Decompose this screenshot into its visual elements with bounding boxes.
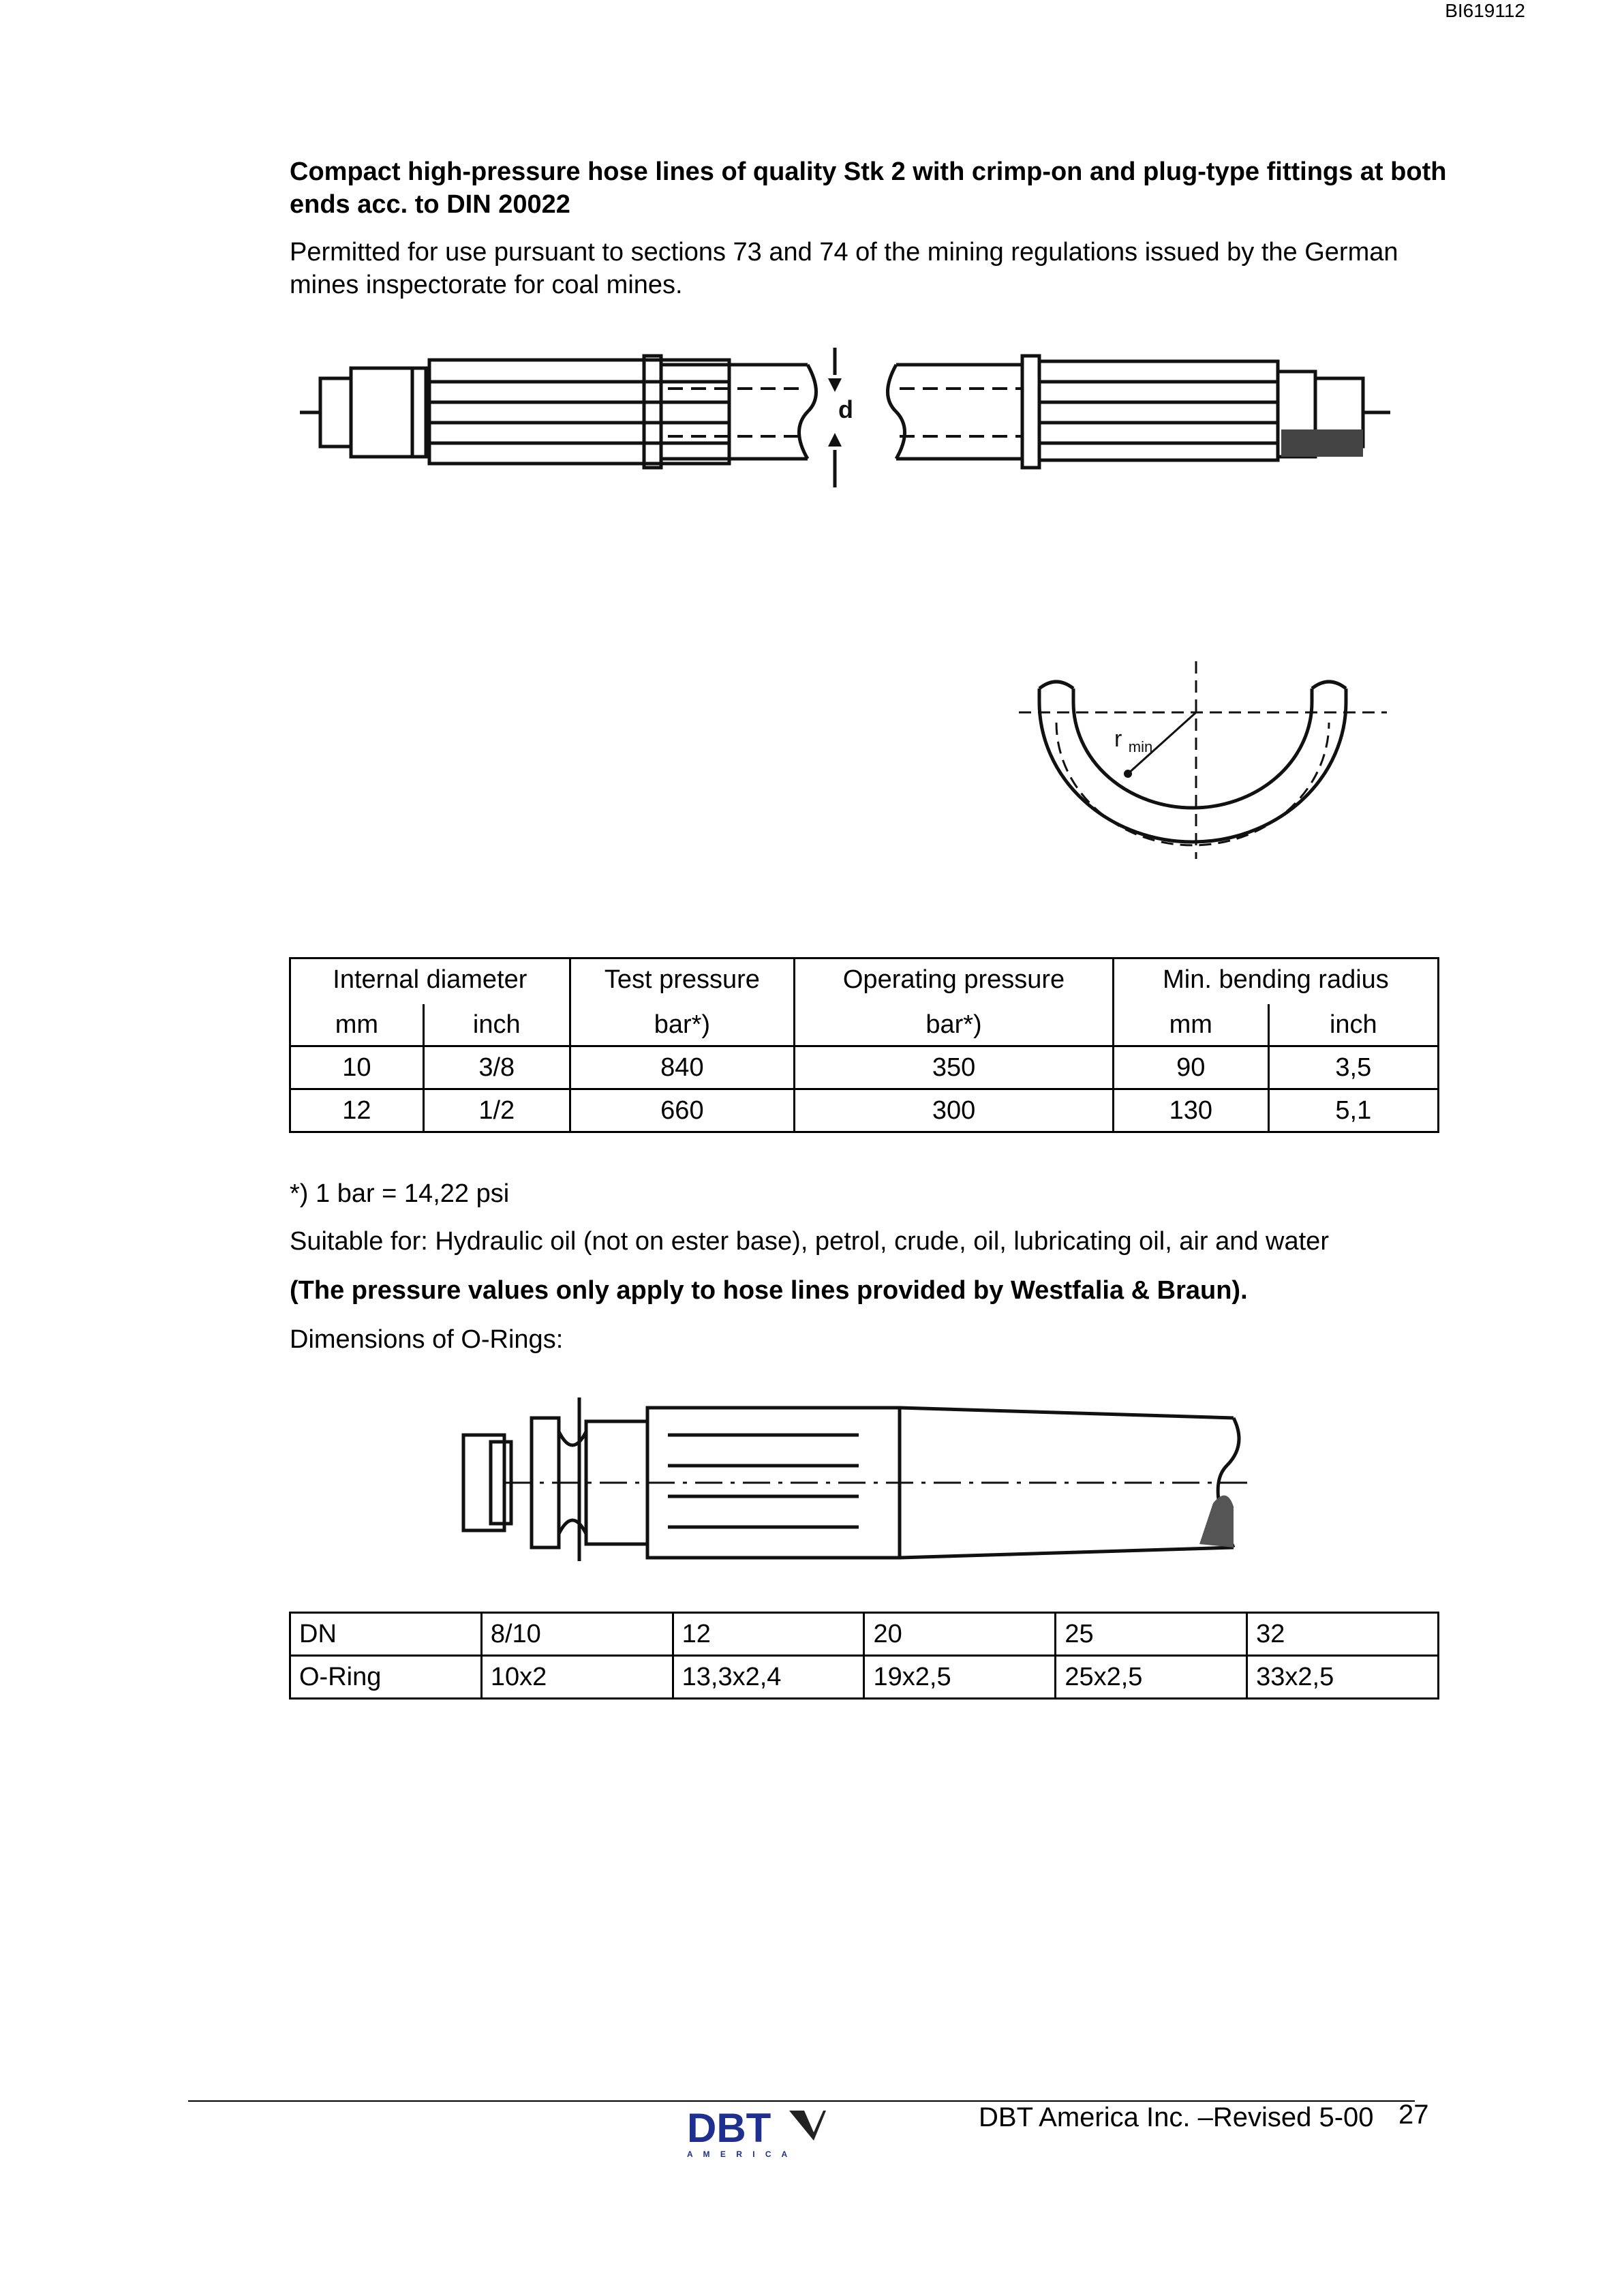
- table-cell: 10: [290, 1046, 424, 1089]
- table-cell: 1/2: [423, 1089, 570, 1132]
- page-title: Compact high-pressure hose lines of quality Stk 2 with crimp-on and plug-type fittings at both ends acc. to DIN 20022: [290, 157, 1447, 219]
- table-cell: 12: [673, 1613, 864, 1656]
- table-unit-row: [290, 1004, 1439, 1046]
- logo-mark-icon: [789, 2111, 826, 2141]
- suitable-for-text: Suitable for: Hydraulic oil (not on ester base), petrol, crude, oil, lubricating oil, air and water: [290, 1227, 1329, 1256]
- header-min-bending-radius: Min. bending radius: [1113, 958, 1438, 1005]
- table-cell: 840: [570, 1046, 794, 1089]
- oring-fitting-drawing: [450, 1391, 1268, 1568]
- table-row: [290, 1089, 1439, 1132]
- table-cell: 350: [795, 1046, 1114, 1089]
- table-cell: 90: [1113, 1046, 1268, 1089]
- table-cell: 33x2,5: [1247, 1656, 1439, 1699]
- footer-text: DBT America Inc. –Revised 5-00: [979, 2102, 1374, 2132]
- radius-label-subscript: min: [1128, 738, 1153, 755]
- unit-cell: bar*): [795, 1004, 1114, 1046]
- table-cell: O-Ring: [290, 1656, 482, 1699]
- unit-cell: bar*): [570, 1004, 794, 1046]
- table-row: [290, 1656, 1439, 1699]
- table-cell: 25: [1056, 1613, 1247, 1656]
- oring-table: [289, 1612, 1439, 1700]
- table-cell: 10x2: [481, 1656, 673, 1699]
- radius-label: r: [1114, 726, 1122, 752]
- oring-caption: Dimensions of O-Rings:: [290, 1325, 564, 1354]
- table-cell: 25x2,5: [1056, 1656, 1247, 1699]
- table-cell: 3,5: [1268, 1046, 1438, 1089]
- table-cell: 13,3x2,4: [673, 1656, 864, 1699]
- header-internal-diameter: Internal diameter: [290, 958, 570, 1005]
- table-cell: 8/10: [481, 1613, 673, 1656]
- table-cell: 300: [795, 1089, 1114, 1132]
- table-header-row: [290, 958, 1439, 1005]
- unit-cell: inch: [1268, 1004, 1438, 1046]
- hose-spec-table: [289, 957, 1439, 1133]
- page-number: 27: [1398, 2100, 1429, 2130]
- svg-text:r min: [1114, 726, 1152, 755]
- table-cell: 660: [570, 1089, 794, 1132]
- header-test-pressure: Test pressure: [570, 958, 794, 1005]
- table-row: [290, 1613, 1439, 1656]
- header-operating-pressure: Operating pressure: [795, 958, 1114, 1005]
- document-id: BI619112: [1445, 0, 1525, 21]
- bending-radius-drawing: [1019, 654, 1401, 873]
- table-cell: 20: [864, 1613, 1056, 1656]
- hose-line-drawing: [300, 341, 1404, 504]
- footer-divider: [188, 2100, 1415, 2102]
- diameter-label: d: [838, 395, 853, 423]
- table-cell: 5,1: [1268, 1089, 1438, 1132]
- table-cell: 19x2,5: [864, 1656, 1056, 1699]
- table-cell: 3/8: [423, 1046, 570, 1089]
- table-cell: 12: [290, 1089, 424, 1132]
- unit-cell: mm: [290, 1004, 424, 1046]
- table-cell: 32: [1247, 1613, 1439, 1656]
- dbt-logo: [687, 2105, 830, 2160]
- intro-paragraph: Permitted for use pursuant to sections 73 and 74 of the mining regulations issued by the German mines inspectorate for coal mines.: [290, 238, 1398, 299]
- table-row: [290, 1046, 1439, 1089]
- pressure-note: (The pressure values only apply to hose lines provided by Westfalia & Braun).: [290, 1276, 1248, 1305]
- table-cell: 130: [1113, 1089, 1268, 1132]
- logo-text: DBT: [687, 2105, 771, 2151]
- logo-subtext: A M E R I C A: [687, 2149, 792, 2159]
- unit-cell: inch: [423, 1004, 570, 1046]
- table-cell: DN: [290, 1613, 482, 1656]
- footnote: *) 1 bar = 14,22 psi: [290, 1179, 510, 1208]
- unit-cell: mm: [1113, 1004, 1268, 1046]
